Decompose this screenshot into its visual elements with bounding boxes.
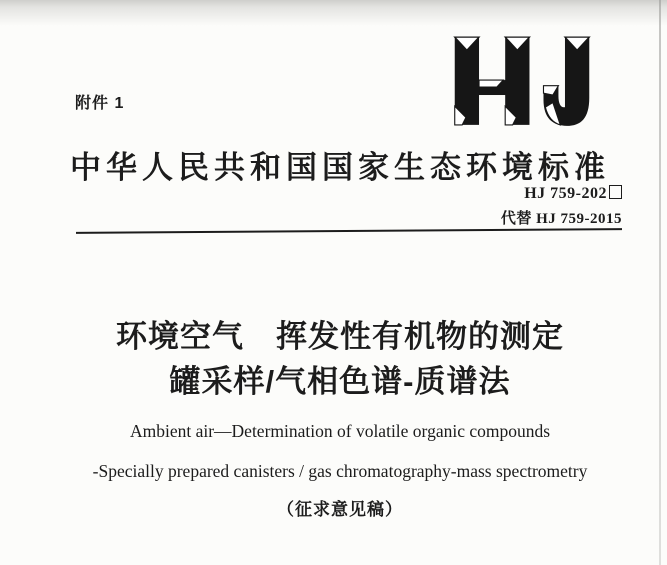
replaces-note: 代替 HJ 759-2015	[500, 211, 622, 227]
title-cn-line2: 罐采样/气相色谱-质谱法	[169, 364, 511, 399]
standard-org-title: 中华人民共和国国家生态环境标准	[70, 150, 610, 185]
hj-logo	[451, 34, 593, 128]
title-cn-line1: 环境空气 挥发性有机物的测定	[116, 319, 564, 354]
title-en-line1: Ambient air—Determination of volatile organic compounds	[129, 421, 551, 441]
header-rule	[76, 228, 622, 234]
method-title-cn	[20, 314, 660, 404]
attachment-label: 附件 1	[75, 95, 125, 112]
title-en-line2: -Specially prepared canisters / gas chromatography-mass spectrometry	[92, 461, 588, 481]
scan-artifact-top-band	[0, 0, 667, 30]
hj-logo-text	[451, 128, 452, 129]
hj-logo-graphic	[451, 34, 593, 128]
standard-number	[524, 185, 622, 203]
draft-note: （征求意见稿）	[277, 500, 403, 519]
standard-number-text: HJ 759-202	[524, 185, 607, 202]
year-placeholder-box	[609, 185, 622, 199]
